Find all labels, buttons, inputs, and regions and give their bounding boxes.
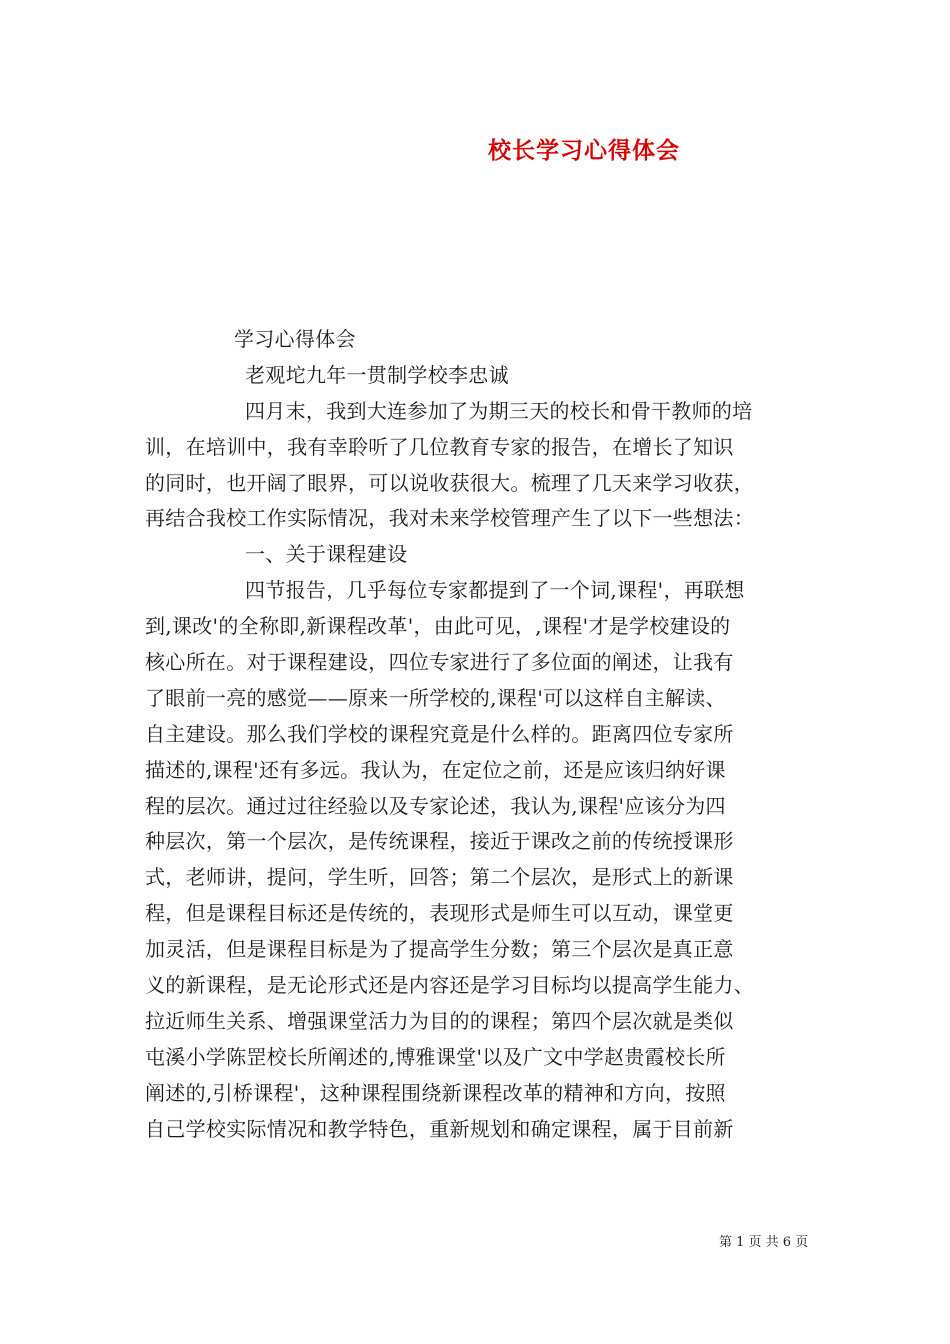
paragraph-line: 了眼前一亮的感觉——原来一所学校的,课程'可以这样自主解读、 (145, 685, 726, 710)
paragraph-line: 自主建设。那么我们学校的课程究竟是什么样的。距离四位专家所 (145, 721, 734, 746)
paragraph-line: 再结合我校工作实际情况，我对未来学校管理产生了以下一些想法： (145, 506, 754, 531)
paragraph-2 (145, 573, 810, 1147)
section-heading: 一、关于课程建设 (245, 542, 408, 567)
document-title: 校长学习心得体会 (488, 137, 680, 164)
paragraph-line: 的同时，也开阔了眼界，可以说收获很大。梳理了几天来学习收获， (145, 470, 754, 495)
paragraph-line: 屯溪小学陈罡校长所阐述的,博雅课堂'以及广文中学赵贵霞校长所 (145, 1044, 726, 1069)
paragraph-line: 种层次，第一个层次，是传统课程，接近于课改之前的传统授课形 (145, 829, 734, 854)
document-author: 老观坨九年一贯制学校李忠诚 (245, 362, 509, 387)
paragraph-line: 四月末，我到大连参加了为期三天的校长和骨干教师的培 (245, 398, 753, 423)
page-number: 第 1 页 共 6 页 (719, 1235, 809, 1250)
paragraph-line: 训，在培训中，我有幸聆听了几位教育专家的报告，在增长了知识 (145, 434, 734, 459)
paragraph-line: 义的新课程，是无论形式还是内容还是学习目标均以提高学生能力、 (145, 973, 754, 998)
paragraph-line: 自己学校实际情况和教学特色，重新规划和确定课程，属于目前新 (145, 1116, 734, 1141)
paragraph-line: 程，但是课程目标还是传统的，表现形式是师生可以互动，课堂更 (145, 901, 734, 926)
paragraph-line: 核心所在。对于课程建设，四位专家进行了多位面的阐述，让我有 (145, 650, 734, 675)
paragraph-line: 四节报告，几乎每位专家都提到了一个词,课程'，再联想 (245, 578, 745, 603)
paragraph-line: 阐述的,引桥课程'，这种课程围绕新课程改革的精神和方向，按照 (145, 1080, 726, 1105)
paragraph-line: 加灵活，但是课程目标是为了提高学生分数；第三个层次是真正意 (145, 937, 734, 962)
document-body (145, 322, 810, 1147)
document-subtitle: 学习心得体会 (234, 327, 356, 351)
paragraph-line: 程的层次。通过过往经验以及专家论述，我认为,课程'应该分为四 (145, 793, 726, 818)
paragraph-1 (145, 394, 810, 538)
paragraph-line: 式，老师讲，提问，学生听，回答；第二个层次，是形式上的新课 (145, 865, 734, 890)
paragraph-line: 拉近师生关系、增强课堂活力为目的的课程；第四个层次就是类似 (145, 1008, 734, 1033)
paragraph-line: 描述的,课程'还有多远。我认为，在定位之前，还是应该归纳好课 (145, 757, 726, 782)
paragraph-line: 到,课改'的全称即,新课程改革'，由此可见，,课程'才是学校建设的 (145, 614, 731, 639)
